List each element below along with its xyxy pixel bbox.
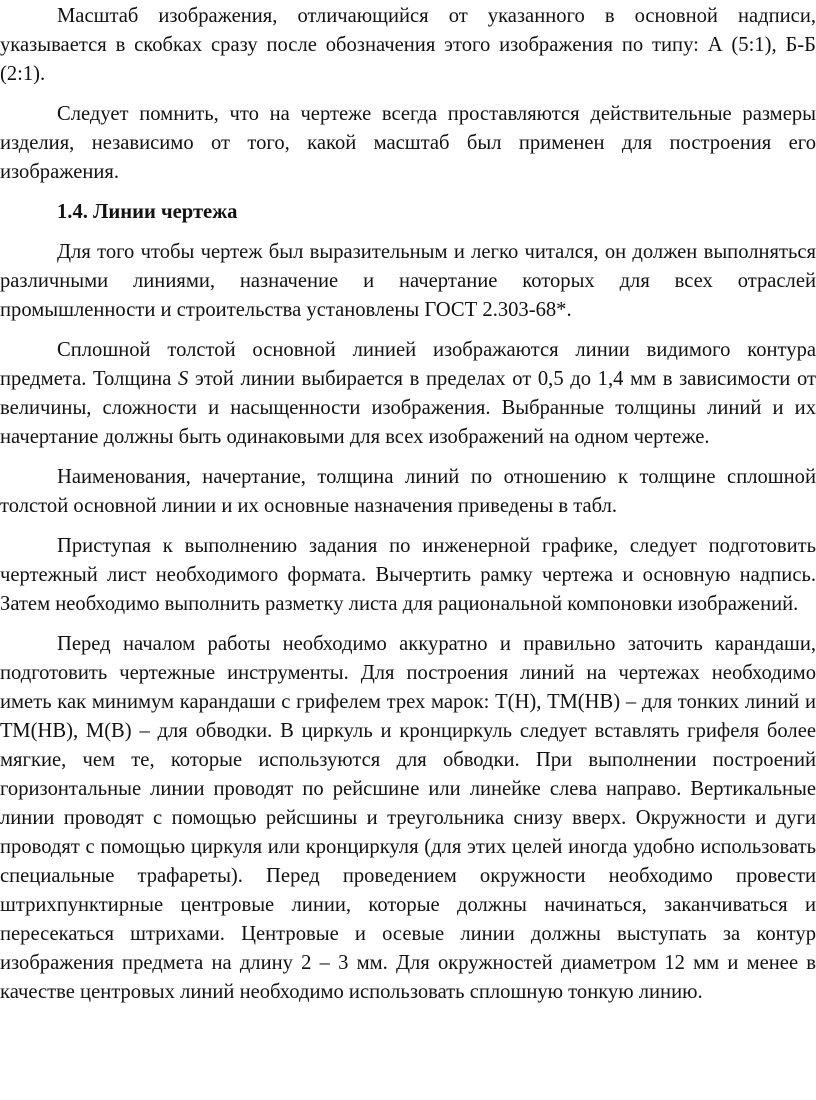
paragraph-line-names-table: Наименования, начертание, толщина линий по отношению к толщине сплошной толстой основной линии и их основные назначения приведены в табл. <box>0 466 816 517</box>
paragraph-sheet-preparation: Приступая к выполнению задания по инженерной графике, следует подготовить чертежный лист необходимого формата. Вычертить рамку чертежа и основную надпись. Затем необходимо выполнить разметку листа для рациональной компоновки изображений. <box>0 535 816 615</box>
section-number: 1.4. <box>57 201 88 223</box>
paragraph-tools-and-pencils: Перед началом работы необходимо аккуратно и правильно заточить карандаши, подготовить чертежные инструменты. Для построения линий на чертежах необходимо иметь как минимум карандаши с грифелем трех марок: Т(Н), ТМ(НВ) – для тонких линий и ТМ(НВ), М(В) – для обводки. В циркуль и кронциркуль следует вставлять грифеля более мягкие, чем те, которые используются для обводки. При выполнении построений горизонтальные линии проводят по рейсшине или линейке слева направо. Вертикальные линии проводят с помощью рейсшины и треугольника снизу вверх. Окружности и дуги проводят с помощью циркуля или кронциркуля (для этих целей иногда удобно использовать специальные трафареты). Перед проведением окружности необходимо провести штрихпунктирные центровые линии, которые должны начинаться, заканчиваться и пересекаться штрихами. Центровые и осевые линии должны выступать за контур изображения предмета на длину 2 – 3 мм. Для окружностей диаметром 12 мм и менее в качестве центровых линий необходимо использовать сплошную тонкую линию. <box>0 633 816 1003</box>
section-heading <box>0 198 816 227</box>
paragraph-actual-dimensions: Следует помнить, что на чертеже всегда проставляются действительные размеры изделия, независимо от того, какой масштаб был применен для построения его изображения. <box>0 103 816 183</box>
paragraph-scale-notation: Масштаб изображения, отличающийся от указанного в основной надписи, указывается в скобках сразу после обозначения этого изображения по типу: А (5:1), Б-Б (2:1). <box>0 5 816 85</box>
section-title: Линии чертежа <box>93 201 238 223</box>
solid-line-text-before: Сплошной толстой основной линией изображаются линии видимого контура предмета. Толщина <box>0 339 816 390</box>
solid-line-text-after: этой линии выбирается в пределах от 0,5 до 1,4 мм в зависимости от величины, сложности и насыщенности изображения. Выбранные толщины линий и их начертание должны быть одинаковыми для всех изображений на одном чертеже. <box>0 368 816 448</box>
thickness-symbol: S <box>178 368 189 390</box>
paragraph-solid-thick-line <box>0 336 816 452</box>
paragraph-drawing-lines-gost: Для того чтобы чертеж был выразительным и легко читался, он должен выполняться различными линиями, назначение и начертание которых для всех отраслей промышленности и строительства установлены ГОСТ 2.303-68*. <box>0 241 816 321</box>
